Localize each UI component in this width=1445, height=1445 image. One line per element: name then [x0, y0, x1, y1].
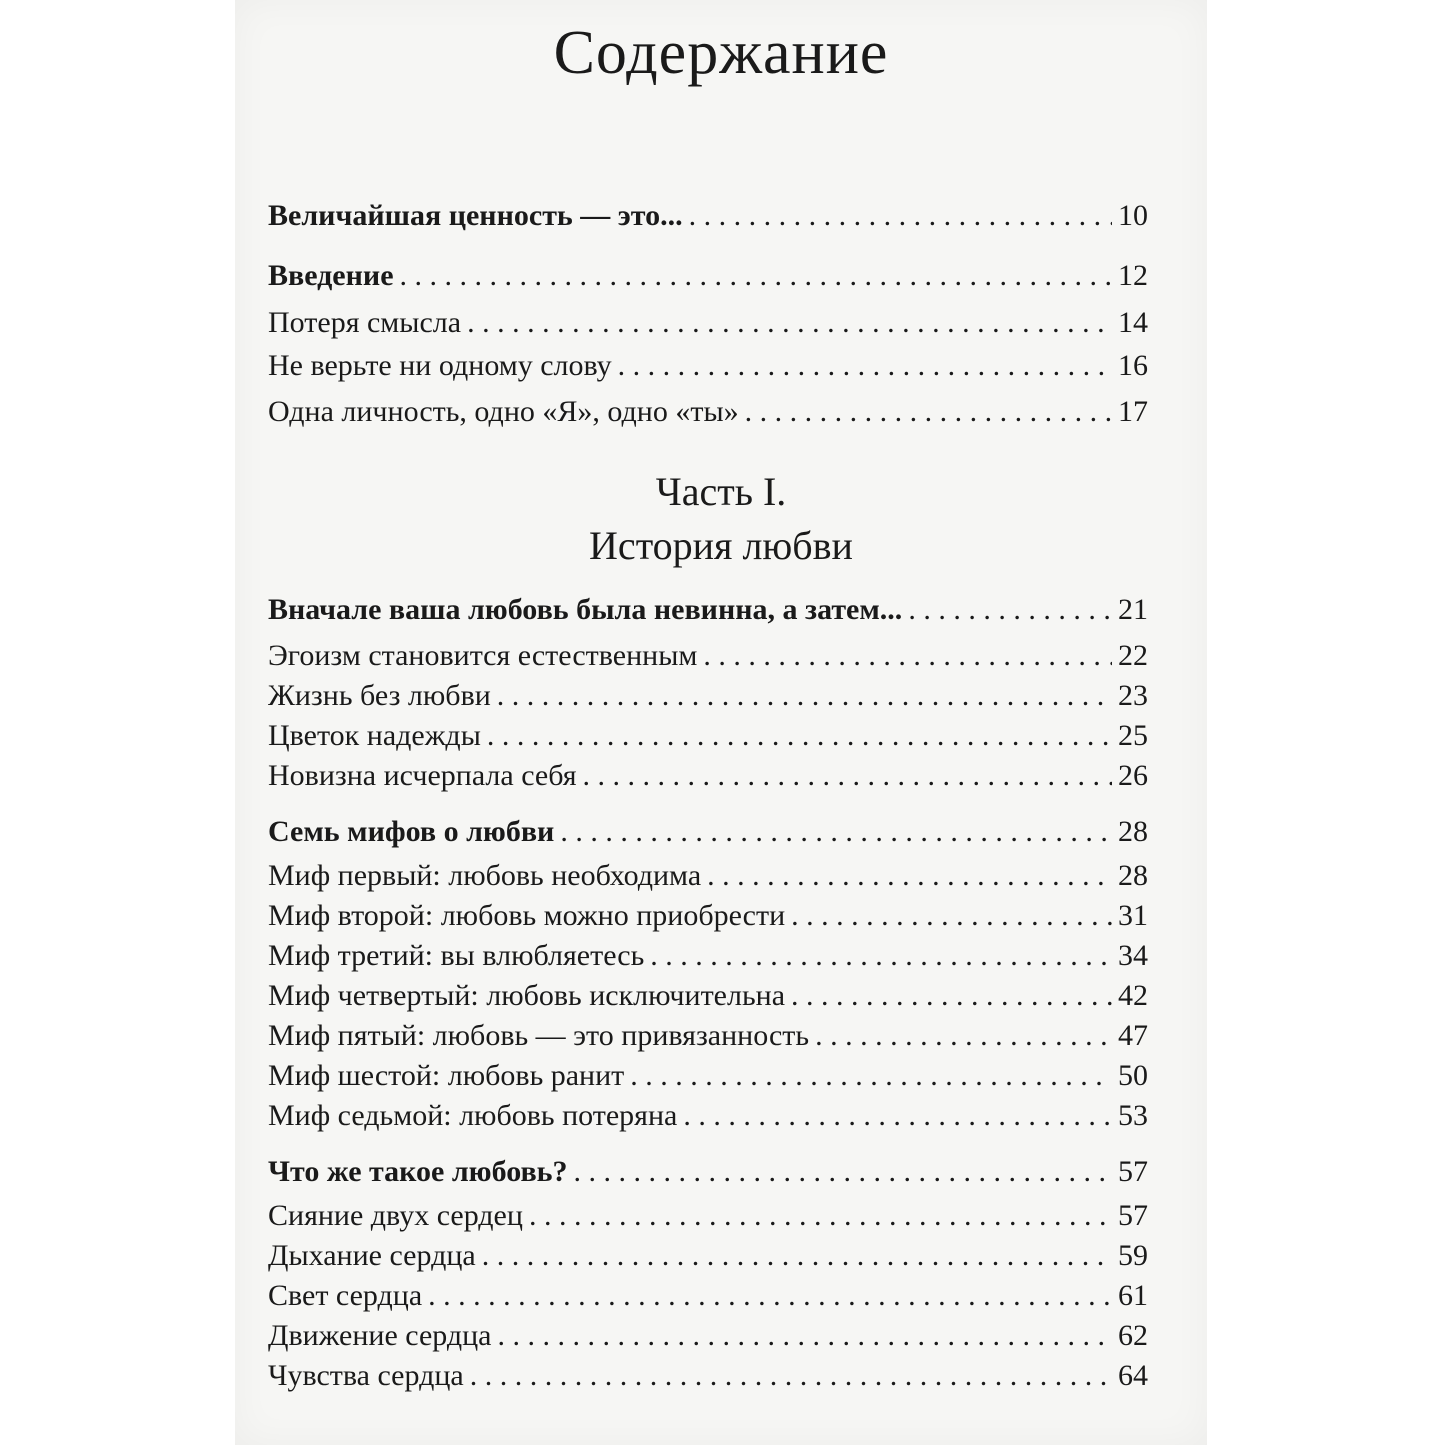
toc-page-number: 28 — [1118, 859, 1148, 892]
toc-entry-title: Цветок надежды — [268, 719, 481, 752]
toc-entry-title: Что же такое любовь? — [268, 1155, 568, 1188]
part-number: Часть I. — [655, 469, 787, 514]
toc-page-number: 12 — [1118, 259, 1148, 292]
toc-entry-title: Эгоизм становится естественным — [268, 639, 698, 672]
page-title: Содержание — [553, 19, 889, 87]
toc-page-number: 62 — [1118, 1319, 1148, 1352]
toc-entry — [268, 976, 1148, 1016]
toc-entry-title: Жизнь без любви — [268, 679, 491, 712]
toc-leader-dots — [630, 1056, 1112, 1096]
toc-leader-dots — [574, 1152, 1112, 1192]
toc-entry — [268, 1196, 1148, 1236]
toc-page-number: 47 — [1118, 1019, 1148, 1052]
toc-page-number: 42 — [1118, 979, 1148, 1012]
toc-entry — [268, 812, 1148, 852]
toc-entry — [268, 896, 1148, 936]
toc-leader-dots — [487, 716, 1112, 756]
toc-entry — [268, 716, 1148, 756]
toc-page-number: 50 — [1118, 1059, 1148, 1092]
toc-entry — [268, 256, 1148, 296]
toc-entry — [268, 1152, 1148, 1192]
toc-entry — [268, 346, 1148, 386]
toc-page-number: 57 — [1118, 1199, 1148, 1232]
toc-page-number: 17 — [1118, 395, 1148, 428]
toc-entry — [268, 1236, 1148, 1276]
toc-page-number: 10 — [1118, 199, 1148, 232]
toc-leader-dots — [498, 1316, 1113, 1356]
toc-entry — [268, 1276, 1148, 1316]
toc-page-number: 23 — [1118, 679, 1148, 712]
toc-entry — [268, 1016, 1148, 1056]
book-page — [235, 0, 1207, 1445]
toc-leader-dots — [791, 976, 1112, 1016]
toc-page-number: 31 — [1118, 899, 1148, 932]
toc-entry-title: Одна личность, одно «Я», одно «ты» — [268, 395, 739, 428]
toc-leader-dots — [650, 936, 1112, 976]
toc-page-number: 57 — [1118, 1155, 1148, 1188]
toc-entry-title: Свет сердца — [268, 1279, 423, 1312]
part-name: История любви — [589, 523, 853, 568]
toc-entry-title: Вначале ваша любовь была невинна, а затем... — [268, 593, 903, 626]
toc-page-number: 14 — [1118, 306, 1148, 339]
toc-entry-title: Семь мифов о любви — [268, 815, 555, 848]
toc-leader-dots — [467, 303, 1112, 343]
toc-entry — [268, 303, 1148, 343]
toc-leader-dots — [689, 196, 1112, 236]
toc-leader-dots — [497, 676, 1112, 716]
toc-leader-dots — [482, 1236, 1112, 1276]
toc-page-number: 28 — [1118, 815, 1148, 848]
toc-entry-title: Миф первый: любовь необходима — [268, 859, 702, 892]
toc-entry — [268, 392, 1148, 432]
toc-page-number: 53 — [1118, 1099, 1148, 1132]
toc-entry-title: Миф седьмой: любовь потеряна — [268, 1099, 678, 1132]
toc-entry-title: Миф третий: вы влюбляетесь — [268, 939, 645, 972]
toc-leader-dots — [703, 636, 1112, 676]
toc-entry — [268, 590, 1148, 630]
toc-entry-title: Потеря смысла — [268, 306, 462, 339]
toc-entry — [268, 636, 1148, 676]
toc-entry — [268, 1096, 1148, 1136]
toc-entry-title: Миф второй: любовь можно приобрести — [268, 899, 786, 932]
toc-leader-dots — [529, 1196, 1112, 1236]
toc-entry-title: Введение — [268, 259, 394, 292]
toc-entry-title: Сияние двух сердец — [268, 1199, 523, 1232]
toc-entry-title: Движение сердца — [268, 1319, 492, 1352]
toc-entry — [268, 856, 1148, 896]
toc-page-number: 64 — [1118, 1359, 1148, 1392]
toc-entry-title: Миф четвертый: любовь исключительна — [268, 979, 786, 1012]
toc-leader-dots — [683, 1096, 1112, 1136]
toc-entry — [268, 1056, 1148, 1096]
toc-entry — [268, 1316, 1148, 1356]
toc-entry — [268, 1356, 1148, 1396]
toc-leader-dots — [745, 392, 1112, 432]
toc-page-number: 25 — [1118, 719, 1148, 752]
toc-leader-dots — [618, 346, 1112, 386]
toc-entry-title: Дыхание сердца — [268, 1239, 476, 1272]
toc-entry — [268, 196, 1148, 236]
toc-leader-dots — [707, 856, 1112, 896]
toc-page-number: 21 — [1118, 593, 1148, 626]
toc-leader-dots — [400, 256, 1112, 296]
toc-page-number: 16 — [1118, 349, 1148, 382]
toc-leader-dots — [815, 1016, 1112, 1056]
toc-leader-dots — [560, 812, 1112, 852]
toc-leader-dots — [791, 896, 1112, 936]
toc-entry-title: Чувства сердца — [268, 1359, 464, 1392]
toc-page-number: 61 — [1118, 1279, 1148, 1312]
toc-leader-dots — [908, 590, 1112, 630]
toc-leader-dots — [583, 756, 1112, 796]
toc-page-number: 34 — [1118, 939, 1148, 972]
toc-entry-title: Не верьте ни одному слову — [268, 349, 612, 382]
toc-entry-title: Величайшая ценность — это... — [268, 199, 683, 232]
toc-entry — [268, 676, 1148, 716]
toc-leader-dots — [470, 1356, 1112, 1396]
toc-page-number: 26 — [1118, 759, 1148, 792]
toc-entry — [268, 936, 1148, 976]
toc-entry-title: Новизна исчерпала себя — [268, 759, 577, 792]
toc-entry-title: Миф пятый: любовь — это привязанность — [268, 1019, 810, 1052]
toc-page-number: 59 — [1118, 1239, 1148, 1272]
toc-leader-dots — [428, 1276, 1112, 1316]
toc-entry — [268, 756, 1148, 796]
toc-page-number: 22 — [1118, 639, 1148, 672]
toc-entry-title: Миф шестой: любовь ранит — [268, 1059, 625, 1092]
